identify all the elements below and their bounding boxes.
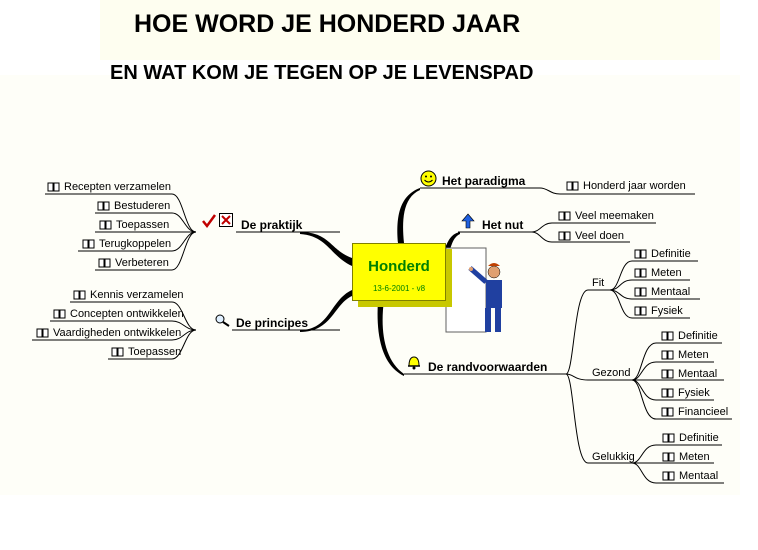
list-item-label: Definitie [651,248,691,260]
list-item-label: Terugkoppelen [99,238,172,250]
list-item-label: Vaardigheden ontwikkelen [53,327,182,339]
book-icon [634,249,647,259]
list-item[interactable] [662,432,719,445]
book-icon [661,388,674,398]
list-item[interactable] [99,219,169,232]
blue-up-arrow-icon [461,213,475,229]
book-icon [558,231,571,241]
branch-het-nut[interactable]: Het nut [482,218,524,232]
branch-de-randvoorwaarden[interactable]: De randvoorwaarden [428,360,548,374]
list-item-label: Fysiek [678,387,710,399]
list-item-label: Toepassen [128,346,182,358]
branch-de-praktijk[interactable]: De praktijk [241,218,303,232]
center-node[interactable] [352,243,446,301]
list-item-label: Veel doen [575,230,624,242]
list-item[interactable] [97,200,170,213]
list-item-label: Concepten ontwikkelen [70,308,184,320]
book-icon [662,471,675,481]
book-icon [661,407,674,417]
book-icon [661,350,674,360]
list-item-label: Recepten verzamelen [64,181,172,193]
list-item-label: Mentaal [678,368,718,380]
list-item[interactable] [661,387,710,400]
book-icon [98,258,111,268]
list-item[interactable] [47,181,171,194]
list-item-label: Mentaal [651,286,691,298]
list-item-label: Financieel [678,406,729,418]
center-node-title: Honderd [368,258,430,275]
list-item[interactable] [661,368,717,381]
sub-branch-gelukkig[interactable]: Gelukkig [592,451,635,463]
book-icon [47,182,60,192]
book-icon [634,268,647,278]
list-item[interactable] [73,289,184,302]
branch-het-paradigma[interactable]: Het paradigma [442,174,526,188]
list-item-label: Veel meemaken [575,210,654,222]
sub-branch-fit[interactable]: Fit [592,277,605,289]
list-item[interactable] [634,267,682,280]
check-icon [201,213,217,229]
bell-icon [406,354,422,370]
cross-box-icon [219,213,233,227]
book-icon [634,287,647,297]
list-item-label: Meten [679,451,710,463]
list-item[interactable] [662,470,718,483]
list-item[interactable] [634,286,690,299]
smiley-icon [420,170,437,187]
book-icon [36,328,49,338]
book-icon [111,347,124,357]
list-item-label: Meten [651,267,682,279]
list-item[interactable] [82,238,171,251]
sub-branch-gezond[interactable]: Gezond [592,367,631,379]
list-item-label: Fysiek [651,305,683,317]
list-item[interactable] [662,451,710,464]
list-item-label: Verbeteren [115,257,169,269]
list-item[interactable] [36,327,181,340]
list-item[interactable] [661,406,728,419]
branch-de-principes[interactable]: De principes [236,316,309,330]
list-item[interactable] [558,210,654,223]
list-item[interactable] [566,180,686,193]
list-item-label: Mentaal [679,470,719,482]
book-icon [97,201,110,211]
list-item[interactable] [661,349,709,362]
book-icon [558,211,571,221]
list-item-label: Bestuderen [114,200,171,212]
page-subtitle: EN WAT KOM JE TEGEN OP JE LEVENSPAD [110,62,534,84]
list-item[interactable] [634,305,683,318]
list-item[interactable] [558,230,624,243]
list-item[interactable] [661,330,718,343]
book-icon [634,306,647,316]
book-icon [662,433,675,443]
presenter-figure-icon [468,260,508,334]
list-item[interactable] [634,248,691,261]
book-icon [99,220,112,230]
list-item-label: Definitie [678,330,718,342]
book-icon [53,309,66,319]
book-icon [566,181,579,191]
list-item-label: Honderd jaar worden [583,180,686,192]
list-item[interactable] [111,346,181,359]
center-node-date: 13-6-2001 - v8 [372,284,426,293]
list-item[interactable] [53,308,184,321]
book-icon [662,452,675,462]
list-item-label: Kennis verzamelen [90,289,184,301]
book-icon [73,290,86,300]
list-item-label: Toepassen [116,219,170,231]
magnifier-icon [214,313,232,327]
book-icon [661,331,674,341]
page-title: HOE WORD JE HONDERD JAAR [134,10,521,38]
book-icon [82,239,95,249]
list-item[interactable] [98,257,169,270]
list-item-label: Definitie [679,432,719,444]
book-icon [661,369,674,379]
list-item-label: Meten [678,349,709,361]
